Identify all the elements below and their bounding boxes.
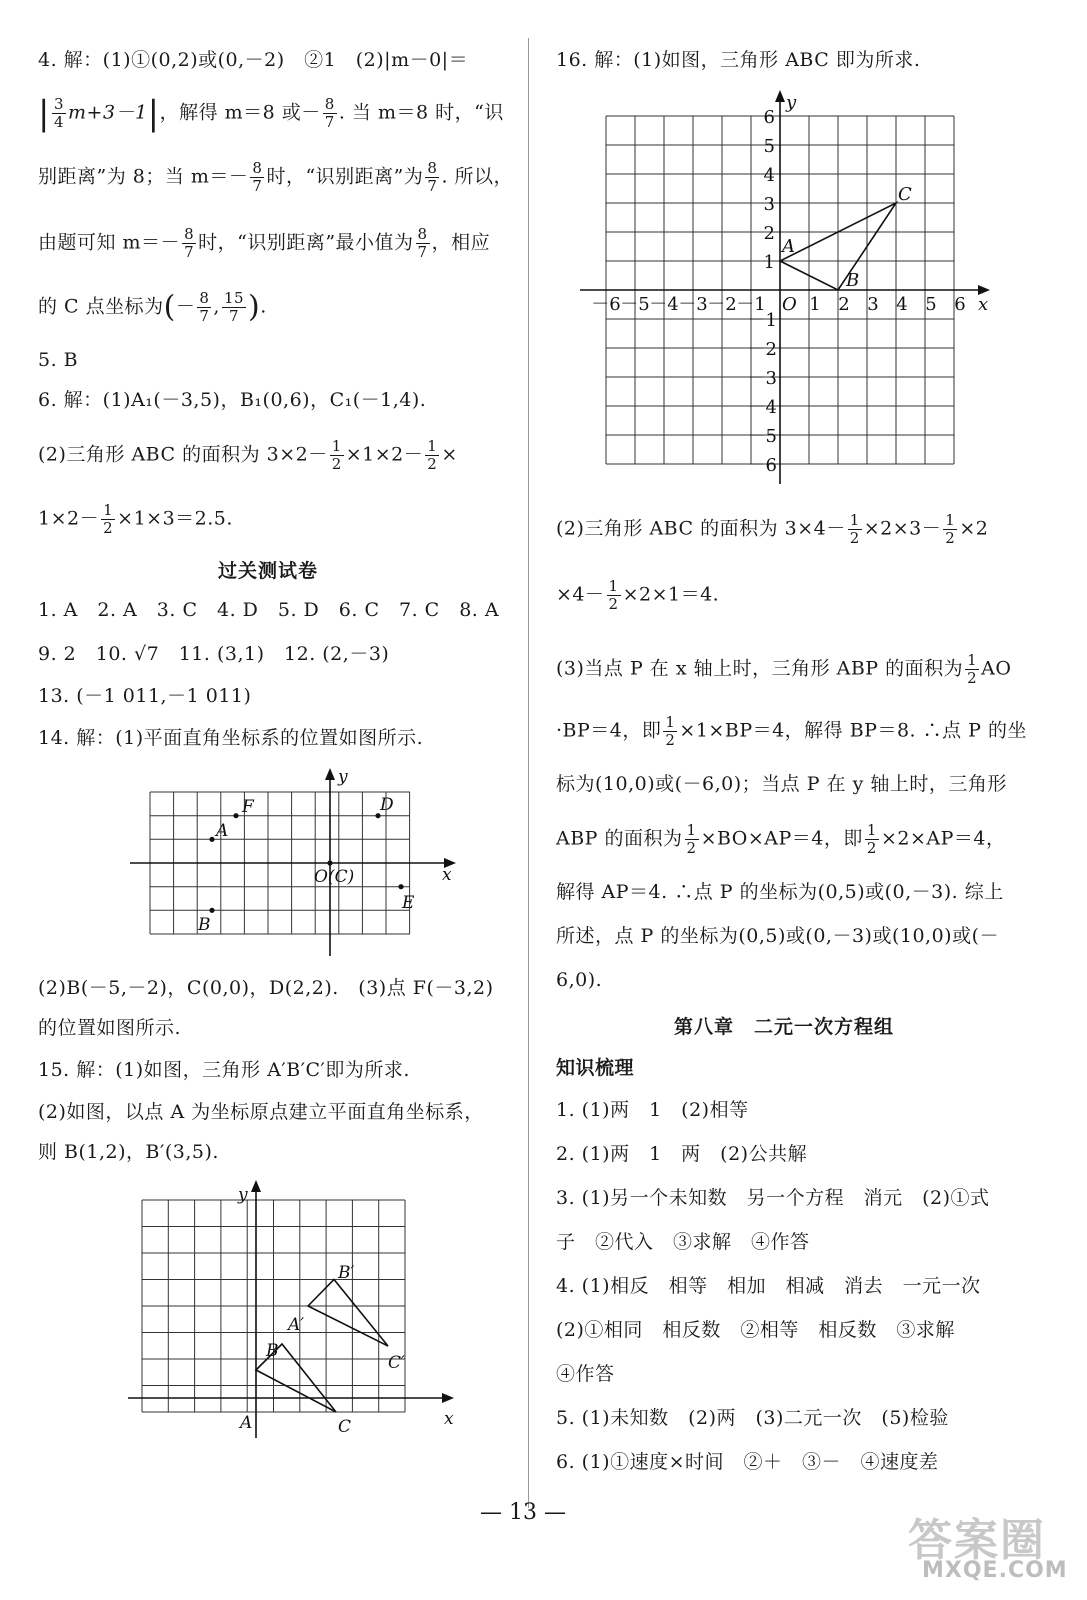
svg-text:x: x bbox=[978, 294, 989, 315]
q4-line4: 由题可知 m＝－ $\frac{8}{7}$ 时，“识别距离”最小值为 $\frac{8}{7}$ ，相应 bbox=[38, 225, 491, 261]
svg-text:4: 4 bbox=[763, 165, 775, 186]
svg-text:x: x bbox=[444, 1409, 454, 1429]
chapter8-title: 第八章 二元一次方程组 bbox=[674, 1016, 895, 1038]
graph-q16 bbox=[570, 88, 1000, 488]
q15-line1: 15. 解：(1)如图，三角形 A′B′C′即为所求. bbox=[38, 1059, 410, 1081]
answers-1-8: 1. A 2. A 3. C 4. D 5. D 6. C 7. C 8. A bbox=[38, 599, 500, 621]
svg-text:1: 1 bbox=[763, 252, 775, 273]
svg-text:C: C bbox=[338, 1417, 352, 1437]
svg-text:A: A bbox=[782, 236, 795, 257]
k6: 6. (1)①速度×时间 ②＋ ③－ ④速度差 bbox=[556, 1451, 939, 1473]
q6-line3: 1×2－ $\frac{1}{2}$ ×1×3＝2.5. bbox=[38, 501, 233, 537]
svg-text:E: E bbox=[402, 893, 415, 913]
svg-text:－1: －1 bbox=[747, 310, 777, 331]
frac-8-7: $\frac{8}{7}$ bbox=[324, 95, 335, 131]
svg-text:－6: －6 bbox=[591, 294, 621, 315]
q16-line10: 6,0). bbox=[556, 969, 603, 991]
q4-line3: 别距离”为 8；当 m＝－ $\frac{8}{7}$ 时，“识别距离”为 $\frac{8}{7}$ . 所以， bbox=[38, 159, 514, 195]
q4-line2: | $\frac{3}{4}$ m+3－1|，解得 m＝8 或－ $\frac{8}{7}$ . 当 m＝8 时，“识 bbox=[38, 93, 504, 134]
watermark-url: MXQE.COM bbox=[922, 1558, 1068, 1583]
q14-line1: 14. 解：(1)平面直角坐标系的位置如图所示. bbox=[38, 727, 424, 749]
graph-q15 bbox=[126, 1180, 466, 1442]
svg-text:O(C): O(C) bbox=[314, 867, 355, 887]
q16-line4: (3)当点 P 在 x 轴上时，三角形 ABP 的面积为 $\frac{1}{2}$ AO bbox=[556, 651, 1012, 687]
svg-text:A: A bbox=[216, 821, 229, 841]
svg-text:O: O bbox=[782, 294, 797, 315]
svg-text:2: 2 bbox=[763, 223, 775, 244]
svg-text:A: A bbox=[240, 1413, 253, 1433]
watermark bbox=[900, 1500, 1080, 1590]
q16-line1: 16. 解：(1)如图，三角形 ABC 即为所求. bbox=[556, 49, 921, 71]
svg-text:5: 5 bbox=[763, 136, 775, 157]
svg-text:C′: C′ bbox=[388, 1353, 405, 1373]
svg-text:6: 6 bbox=[763, 107, 775, 128]
k3a: 3. (1)另一个未知数 另一个方程 消元 (2)①式 bbox=[556, 1187, 990, 1209]
q16-line6: 标为(10,0)或(－6,0)；当点 P 在 y 轴上时，三角形 bbox=[556, 773, 1007, 795]
q16-line8: 解得 AP＝4. ∴点 P 的坐标为(0,5)或(0,－3). 综上 bbox=[556, 881, 1004, 903]
q16-line7: ABP 的面积为 $\frac{1}{2}$ ×BO×AP＝4，即 $\frac{1}{2}$ ×2×AP＝4， bbox=[556, 821, 1006, 857]
test-title: 过关测试卷 bbox=[218, 560, 319, 582]
q15-line2: (2)如图，以点 A 为坐标原点建立平面直角坐标系， bbox=[38, 1101, 484, 1123]
svg-text:C: C bbox=[898, 184, 912, 205]
q14-line3: 的位置如图所示. bbox=[38, 1017, 182, 1039]
svg-text:4: 4 bbox=[896, 294, 908, 315]
frac-3-4: $\frac{3}{4}$ bbox=[53, 95, 65, 131]
svg-text:5: 5 bbox=[925, 294, 937, 315]
watermark-text: 答案圈 bbox=[908, 1515, 1046, 1566]
svg-text:y: y bbox=[238, 1185, 248, 1205]
svg-text:D: D bbox=[380, 795, 394, 815]
svg-text:6: 6 bbox=[954, 294, 966, 315]
svg-text:1: 1 bbox=[809, 294, 821, 315]
q16-line2: (2)三角形 ABC 的面积为 3×4－ $\frac{1}{2}$ ×2×3－ $\frac{1}{2}$ ×2 bbox=[556, 511, 989, 547]
svg-text:－3: －3 bbox=[747, 368, 777, 389]
svg-text:－4: －4 bbox=[649, 294, 679, 315]
q14-line2: (2)B(－5,－2)，C(0,0)，D(2,2). (3)点 F(－3,2) bbox=[38, 977, 494, 999]
q4-line5: 的 C 点坐标为(－ $\frac{8}{7}$ , $\frac{15}{7}$ ). bbox=[38, 289, 267, 325]
q16-line9: 所述，点 P 的坐标为(0,5)或(0,－3)或(10,0)或(－ bbox=[556, 925, 999, 947]
k5: 5. (1)未知数 (2)两 (3)二元一次 (5)检验 bbox=[556, 1407, 949, 1429]
q6-line1: 6. 解：(1)A₁(－3,5)，B₁(0,6)，C₁(－1,4). bbox=[38, 389, 427, 411]
svg-text:B: B bbox=[198, 915, 211, 935]
svg-text:3: 3 bbox=[867, 294, 879, 315]
svg-text:3: 3 bbox=[763, 194, 775, 215]
svg-text:y: y bbox=[786, 92, 797, 113]
knowledge-title: 知识梳理 bbox=[556, 1057, 635, 1079]
svg-text:F: F bbox=[242, 797, 254, 817]
svg-text:－2: －2 bbox=[707, 294, 737, 315]
q6-line2: (2)三角形 ABC 的面积为 3×2－ $\frac{1}{2}$ ×1×2－ $\frac{1}{2}$ × bbox=[38, 437, 458, 473]
k1: 1. (1)两 1 (2)相等 bbox=[556, 1099, 749, 1121]
svg-text:x: x bbox=[442, 865, 452, 885]
svg-text:－6: －6 bbox=[747, 455, 777, 476]
k3b: 子 ②代入 ③求解 ④作答 bbox=[556, 1231, 810, 1253]
q5-answer: 5. B bbox=[38, 349, 79, 371]
k4b: (2)①相同 相反数 ②相等 相反数 ③求解 bbox=[556, 1319, 955, 1341]
svg-text:－5: －5 bbox=[747, 426, 777, 447]
svg-text:－2: －2 bbox=[747, 339, 777, 360]
svg-text:2: 2 bbox=[838, 294, 850, 315]
answers-13: 13. (－1 011,－1 011) bbox=[38, 685, 252, 707]
svg-text:y: y bbox=[338, 768, 348, 787]
q16-line3: ×4－ $\frac{1}{2}$ ×2×1＝4. bbox=[556, 577, 720, 613]
svg-text:－5: －5 bbox=[620, 294, 650, 315]
svg-text:－3: －3 bbox=[678, 294, 708, 315]
k2: 2. (1)两 1 两 (2)公共解 bbox=[556, 1143, 808, 1165]
svg-text:B′: B′ bbox=[338, 1263, 355, 1283]
q16-line5: ·BP＝4，即 $\frac{1}{2}$ ×1×BP＝4，解得 BP＝8. ∴点 P 的坐 bbox=[556, 713, 1028, 749]
k4a: 4. (1)相反 相等 相加 相减 消去 一元一次 bbox=[556, 1275, 981, 1297]
svg-text:－1: －1 bbox=[736, 294, 766, 315]
svg-text:A′: A′ bbox=[288, 1315, 305, 1335]
page-number: — 13 — bbox=[480, 1500, 566, 1525]
q4-line1: 4. 解：(1)①(0,2)或(0,－2) ②1 (2)|m－0|＝ bbox=[38, 49, 469, 71]
k4c: ④作答 bbox=[556, 1363, 615, 1385]
svg-text:B: B bbox=[266, 1341, 279, 1361]
svg-text:B: B bbox=[846, 270, 860, 291]
svg-text:－4: －4 bbox=[747, 397, 777, 418]
graph-q14 bbox=[130, 768, 460, 958]
answers-9-12: 9. 2 10. √7 11. (3,1) 12. (2,－3) bbox=[38, 643, 390, 665]
column-divider bbox=[528, 38, 529, 1508]
q15-line3: 则 B(1,2)，B′(3,5). bbox=[38, 1141, 219, 1163]
